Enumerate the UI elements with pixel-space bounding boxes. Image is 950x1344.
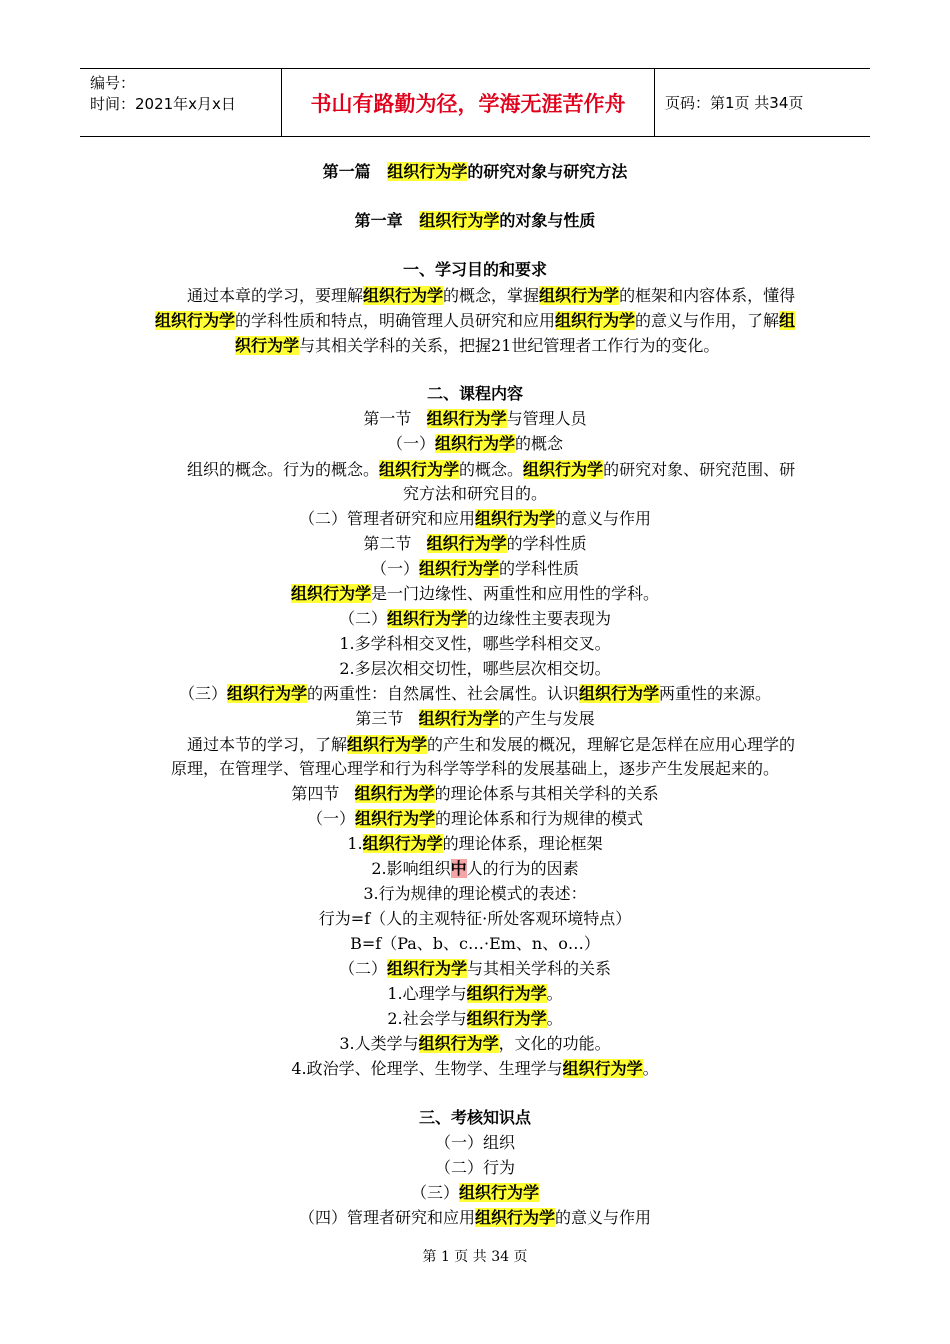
sec2-body: 组织行为学是一门边缘性、两重性和应用性的学科。	[290, 584, 660, 603]
sec2-sub1: （一）组织行为学的学科性质	[370, 559, 580, 578]
formula-2: B=f（Pa、b、c…·Em、n、o…）	[350, 934, 600, 953]
knowledge-point-1: （一）组织	[434, 1133, 515, 1152]
sec3-body-cont: 原理，在管理学、管理心理学和行为科学等学科的发展基础上，逐步产生发展起来的。	[170, 759, 779, 778]
sec1-title: 第一节 组织行为学与管理人员	[363, 409, 587, 428]
sec4-item-3: 3.行为规律的理论模式的表述：	[363, 884, 587, 903]
sec4-title: 第四节 组织行为学的理论体系与其相关学科的关系	[291, 784, 659, 803]
relation-2: 2.社会学与组织行为学。	[387, 1009, 563, 1028]
sec2-item-2: 2.多层次相交切性，哪些层次相交切。	[339, 659, 611, 678]
relation-4: 4.政治学、伦理学、生物学、生理学与组织行为学。	[291, 1059, 659, 1078]
sec2-item-1: 1.多学科相交叉性，哪些学科相交叉。	[339, 634, 611, 653]
sec4-sub2: （二）组织行为学与其相关学科的关系	[338, 959, 612, 978]
sec1-sub1: （一）组织行为学的概念	[386, 434, 564, 453]
knowledge-point-3: （三）组织行为学	[410, 1183, 540, 1202]
part-title: 第一篇 组织行为学的研究对象与研究方法	[322, 162, 628, 181]
sec4-item-1: 1.组织行为学的理论体系，理论框架	[347, 834, 603, 853]
header-motto: 书山有路勤为径，学海无涯苦作舟	[281, 69, 655, 136]
objectives-paragraph: 通过本章的学习，要理解组织行为学的概念，掌握组织行为学的框架和内容体系，懂得 组织行为学的学科性质和特点，明确管理人员研究和应用组织行为学的意义与作用，了解组 织行为学与其相关学科的关系，把握21世纪管理者工作行为的变化。	[155, 286, 796, 355]
formula-1: 行为=f（人的主观特征·所处客观环境特点）	[318, 909, 632, 928]
sec1-body-cont: 究方法和研究目的。	[402, 484, 547, 503]
relation-1: 1.心理学与组织行为学。	[387, 984, 563, 1003]
time-label: 时间：2021年x月x日	[90, 95, 236, 113]
chapter-title: 第一章 组织行为学的对象与性质	[354, 211, 596, 230]
section-heading-2: 二、课程内容	[426, 384, 523, 403]
header-meta	[80, 69, 281, 136]
sec1-sub2: （二）管理者研究和应用组织行为学的意义与作用	[298, 509, 652, 528]
knowledge-point-2: （二）行为	[434, 1158, 515, 1177]
sec4-sub1: （一）组织行为学的理论体系和行为规律的模式	[306, 809, 644, 828]
sec3-title: 第三节 组织行为学的产生与发展	[355, 709, 595, 728]
sec2-sub2: （二）组织行为学的边缘性主要表现为	[338, 609, 612, 628]
knowledge-point-4: （四）管理者研究和应用组织行为学的意义与作用	[298, 1208, 652, 1227]
section-heading-1: 一、学习目的和要求	[402, 260, 547, 279]
relation-3: 3.人类学与组织行为学，文化的功能。	[339, 1034, 611, 1053]
sec4-item-2: 2.影响组织中人的行为的因素	[371, 859, 579, 878]
sec2-title: 第二节 组织行为学的学科性质	[363, 534, 587, 553]
sec3-body: 通过本节的学习，了解组织行为学的产生和发展的概况，理解它是怎样在应用心理学的	[187, 735, 796, 754]
number-label: 编号：	[90, 74, 136, 92]
sec1-body: 组织的概念。行为的概念。组织行为学的概念。组织行为学的研究对象、研究范围、研	[187, 460, 796, 479]
header-table	[80, 68, 870, 137]
section-heading-3: 三、考核知识点	[418, 1108, 531, 1127]
page-footer: 第 1 页 共 34 页	[422, 1249, 528, 1265]
header-page-label: 页码：第1页 共34页	[665, 94, 804, 112]
sec2-sub3: （三）组织行为学的两重性：自然属性、社会属性。认识组织行为学两重性的来源。	[178, 684, 772, 703]
